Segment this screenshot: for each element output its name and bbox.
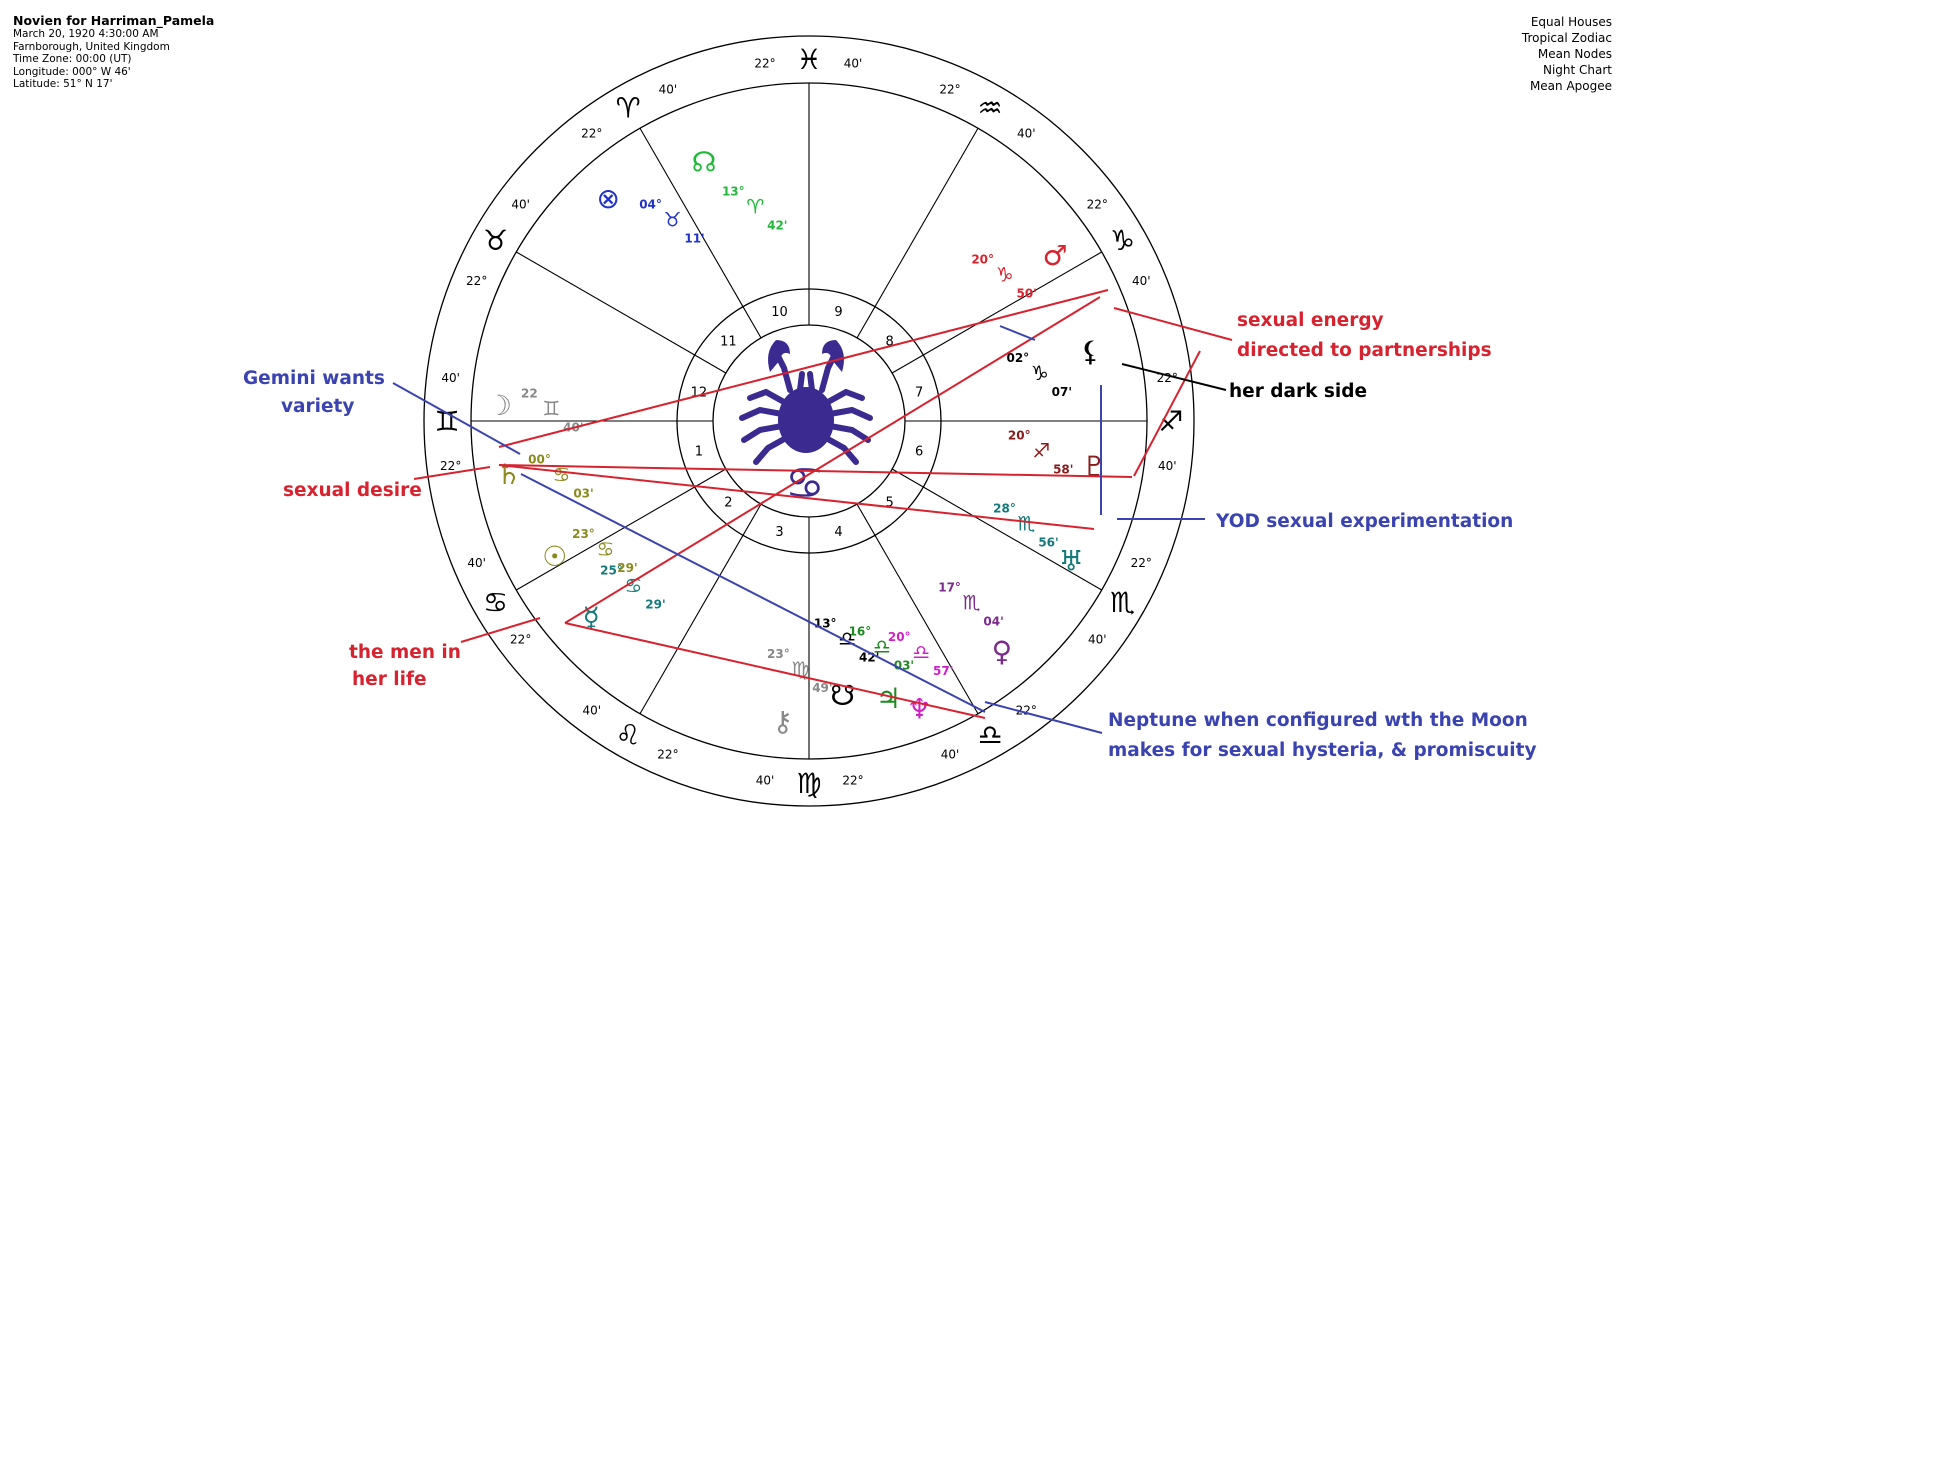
saturn-icon: ♄ <box>496 457 522 491</box>
north-node-degree: 13° <box>721 184 745 199</box>
mars-degree: 20° <box>971 252 995 267</box>
cusp-degree-label: 22° <box>657 747 679 762</box>
house-ring-divider <box>743 307 761 338</box>
men-in-life-text-2: her life <box>352 669 427 690</box>
cusp-minute-label: 40' <box>441 371 460 386</box>
cusp-minute-label: 40' <box>940 747 960 762</box>
jupiter-minute: 03' <box>893 658 915 673</box>
cusp-degree-label: 22° <box>1156 371 1178 386</box>
saturn-degree: 00° <box>528 452 551 467</box>
moon-sign-icon: ♊ <box>542 396 561 421</box>
part-of-fortune-minute: 11' <box>684 231 705 246</box>
sun-sign-icon: ♋ <box>596 537 615 562</box>
house-cusp-line <box>516 252 694 355</box>
mercury-sign-icon: ♋ <box>624 573 643 598</box>
setting-nodes: Mean Nodes <box>1537 47 1612 61</box>
jupiter-sign-icon: ♎ <box>872 634 891 659</box>
dark-side-text: her dark side <box>1229 381 1368 402</box>
uranus-sign-icon: ♏ <box>1017 511 1036 536</box>
capricorn-cusp-icon: ♑ <box>1109 224 1136 257</box>
gemini-cusp-icon: ♊ <box>434 405 460 438</box>
gemini-wants-text-1: Gemini wants <box>243 368 385 389</box>
pisces-cusp-icon: ♓ <box>796 43 822 76</box>
cusp-degree-label: 22° <box>1130 556 1152 571</box>
mars-sign-icon: ♑ <box>995 262 1014 287</box>
north-node-icon: ☊ <box>691 145 717 179</box>
sun-degree: 23° <box>572 527 595 542</box>
aries-cusp-icon: ♈ <box>615 91 641 125</box>
cusp-minute-label: 40' <box>1016 126 1036 141</box>
leo-cusp-icon: ♌ <box>615 718 641 752</box>
setting-houses: Equal Houses <box>1530 15 1612 29</box>
cusp-degree-label: 22° <box>842 773 864 788</box>
setting-chart-type: Night Chart <box>1542 63 1612 77</box>
south-node-icon: ☋ <box>830 678 856 712</box>
cusp-minute-label: 40' <box>755 773 775 788</box>
cusp-minute-label: 40' <box>511 197 530 212</box>
north-node-minute: 42' <box>767 218 788 233</box>
sexual-energy-text-1: sexual energy <box>1237 310 1384 331</box>
lilith-icon: ⚸ <box>1080 334 1101 368</box>
neptune-text-2: makes for sexual hysteria, & promiscuity <box>1108 740 1537 761</box>
pluto-degree: 20° <box>1007 428 1031 443</box>
neptune-sign-icon: ♎ <box>912 640 931 665</box>
cusp-degree-label: 22° <box>510 632 532 647</box>
libra-cusp-icon: ♎ <box>977 718 1003 752</box>
cusp-degree-label: 22° <box>1086 197 1108 212</box>
mercury-minute: 29' <box>645 597 666 612</box>
sexual-desire-text: sexual desire <box>283 480 422 501</box>
chiron-sign-icon: ♍ <box>791 656 810 681</box>
moon-degree: 22 <box>521 386 538 401</box>
uranus-degree: 28° <box>993 501 1016 516</box>
uranus-icon: ♅ <box>1058 544 1084 578</box>
saturn-minute: 03' <box>573 486 594 501</box>
house-ring-divider <box>695 469 726 487</box>
sun-icon: ☉ <box>542 540 568 574</box>
house-number-label: 4 <box>834 525 843 541</box>
cusp-minute-label: 40' <box>658 82 678 97</box>
pluto-sign-icon: ♐ <box>1032 438 1051 463</box>
house-number-label: 3 <box>775 525 784 541</box>
house-number-label: 1 <box>694 444 704 460</box>
house-number-label: 2 <box>724 495 733 511</box>
house-number-label: 8 <box>885 334 894 350</box>
chart-longitude: Longitude: 000° W 46' <box>13 65 131 78</box>
mercury-degree: 25° <box>600 563 623 578</box>
lilith-minute: 07' <box>1051 384 1073 399</box>
part-of-fortune-sign-icon: ♉ <box>663 207 682 232</box>
chart-title: Novien for Harriman_Pamela <box>13 13 215 28</box>
venus-minute: 04' <box>983 614 1004 629</box>
cusp-minute-label: 40' <box>467 556 486 571</box>
cusp-degree-label: 22° <box>440 458 462 473</box>
virgo-cusp-icon: ♍ <box>796 767 822 800</box>
chiron-icon: ⚷ <box>772 704 794 738</box>
taurus-cusp-icon: ♉ <box>482 224 509 257</box>
mars-icon: ♂ <box>1042 238 1068 272</box>
chiron-minute: 49' <box>812 680 833 695</box>
cusp-degree-label: 22° <box>1015 703 1037 718</box>
cusp-degree-label: 22° <box>581 126 603 141</box>
house-number-label: 7 <box>914 385 924 401</box>
south-node-sign-icon: ♎ <box>838 626 857 651</box>
sagittarius-cusp-icon: ♐ <box>1158 405 1184 438</box>
house-number-label: 12 <box>690 385 708 401</box>
house-number-label: 9 <box>834 304 843 320</box>
cusp-degree-label: 22° <box>939 82 961 97</box>
chiron-degree: 23° <box>767 646 790 661</box>
house-ring-divider <box>695 355 726 373</box>
house-ring-divider <box>857 307 875 338</box>
energy-leader-top <box>1114 308 1232 340</box>
house-number-label: 5 <box>885 495 894 511</box>
moon-icon: ☽ <box>486 388 512 422</box>
annotation-leaders <box>393 308 1232 733</box>
cusp-minute-label: 40' <box>843 56 863 71</box>
cusp-degree-label: 22° <box>754 56 776 71</box>
neptune-degree: 20° <box>887 630 911 645</box>
scorpio-cusp-icon: ♏ <box>1109 586 1136 619</box>
house-ring-divider <box>892 355 923 373</box>
part-of-fortune-degree: 04° <box>639 197 662 212</box>
house-number-label: 10 <box>771 304 788 320</box>
chart-timezone: Time Zone: 00:00 (UT) <box>13 53 132 65</box>
jupiter-icon: ♃ <box>875 681 901 715</box>
cancer-crab-icon <box>742 340 870 509</box>
house-number-label: 6 <box>914 444 924 460</box>
neptune-minute: 57' <box>933 664 954 679</box>
mars-capricorn-line <box>1000 326 1035 340</box>
chart-date: March 20, 1920 4:30:00 AM <box>13 28 159 40</box>
men-in-life-text-1: the men in <box>349 642 461 663</box>
moon-minute: 40' <box>563 420 584 435</box>
part-of-fortune-icon: ⊗ <box>596 182 620 216</box>
yod-text: YOD sexual experimentation <box>1216 511 1514 532</box>
chart-latitude: Latitude: 51° N 17' <box>13 78 113 90</box>
venus-icon: ♀ <box>991 634 1013 668</box>
cusp-minute-label: 40' <box>1132 273 1151 288</box>
jupiter-degree: 16° <box>848 624 872 639</box>
sun-minute: 29' <box>617 561 638 576</box>
chart-location: Farnborough, United Kingdom <box>13 40 170 53</box>
dark-side-leader <box>1122 364 1226 390</box>
cancer-sign-icon: ♋ <box>785 458 825 509</box>
mars-minute: 50' <box>1016 286 1037 301</box>
venus-sign-icon: ♏ <box>962 590 981 615</box>
aquarius-cusp-icon: ♒ <box>977 91 1003 125</box>
pluto-minute: 58' <box>1053 462 1074 477</box>
south-node-minute: 42' <box>859 650 880 665</box>
uranus-minute: 56' <box>1038 535 1059 550</box>
cusp-minute-label: 40' <box>1158 458 1177 473</box>
neptune-icon: ♆ <box>906 692 932 726</box>
saturn-sign-icon: ♋ <box>552 462 571 487</box>
gemini-wants-text-2: variety <box>281 396 355 417</box>
south-node-degree: 13° <box>813 616 837 631</box>
lilith-degree: 02° <box>1006 350 1030 365</box>
setting-apogee: Mean Apogee <box>1529 79 1612 93</box>
setting-zodiac: Tropical Zodiac <box>1521 31 1612 45</box>
cancer-cusp-icon: ♋ <box>482 586 509 619</box>
sexual-energy-text-2: directed to partnerships <box>1237 340 1492 361</box>
pluto-icon: ♇ <box>1081 450 1107 484</box>
house-ring-divider <box>857 504 875 535</box>
cusp-degree-label: 22° <box>466 273 488 288</box>
venus-degree: 17° <box>938 580 961 595</box>
neptune-text-1: Neptune when configured wth the Moon <box>1108 710 1528 731</box>
house-number-label: 11 <box>720 334 737 350</box>
house-cusp-line <box>875 128 978 306</box>
north-node-sign-icon: ♈ <box>746 194 765 219</box>
sun-jupiter-line <box>565 623 985 718</box>
lilith-sign-icon: ♑ <box>1030 360 1049 385</box>
cusp-minute-label: 40' <box>1088 632 1107 647</box>
mercury-icon: ☿ <box>582 601 600 635</box>
cusp-minute-label: 40' <box>582 703 602 718</box>
